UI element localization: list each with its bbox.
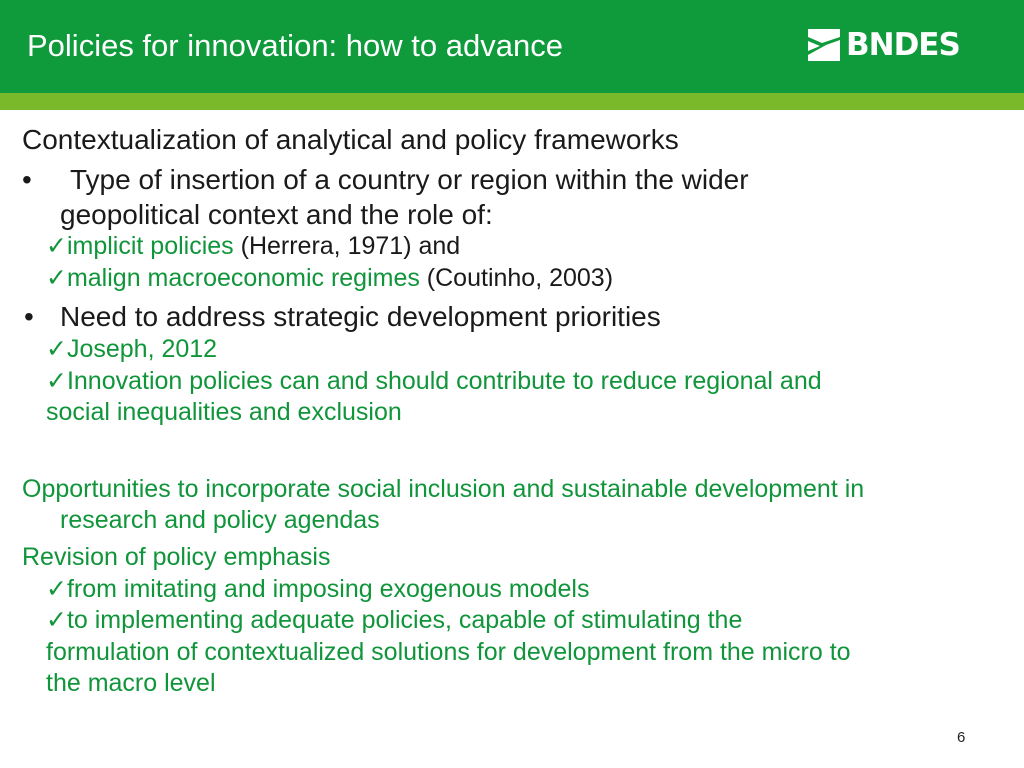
bullet-1 [22, 164, 32, 196]
opportunities-line-2: research and policy agendas [60, 506, 380, 534]
bullet-1-line-2: geopolitical context and the role of: [60, 199, 493, 230]
sub-item-imitating: ✓from imitating and imposing exogenous models [46, 574, 590, 603]
sub-item-macro-regimes [46, 264, 613, 293]
sub-item-implementing: ✓to implementing adequate policies, capable of stimulating the [46, 605, 743, 634]
bullet-2 [24, 301, 34, 333]
bullet-1-line-1: Type of insertion of a country or region within the wider [70, 164, 749, 195]
sub-item-implicit-policies [46, 232, 460, 261]
page-number: 6 [957, 729, 966, 746]
check-icon: ✓ [46, 334, 67, 363]
sub-item-innovation-policies: ✓Innovation policies can and should contribute to reduce regional and [46, 366, 822, 395]
sub-item-joseph: ✓Joseph, 2012 [46, 334, 218, 363]
check-icon: ✓ [46, 263, 67, 292]
revision-heading: Revision of policy emphasis [22, 543, 331, 571]
sub-item-citation: (Herrera, 1971) and [233, 232, 461, 260]
check-icon: ✓ [46, 366, 67, 395]
bullet-glyph: • [22, 164, 32, 195]
sub-item-implementing-cont-2: the macro level [46, 669, 216, 697]
sub-item-highlight: implicit policies [66, 232, 234, 260]
sub-item-citation: (Coutinho, 2003) [419, 264, 614, 292]
bullet-glyph: • [24, 301, 34, 332]
check-icon: ✓ [46, 605, 67, 634]
opportunities-line-1: Opportunities to incorporate social inclusion and sustainable development in [22, 475, 865, 503]
bullet-2-text: Need to address strategic development priorities [60, 301, 661, 332]
section-heading: Contextualization of analytical and policy frameworks [22, 124, 679, 155]
check-icon: ✓ [46, 574, 67, 603]
logo-text: BNDES [846, 27, 960, 63]
sub-item-innovation-policies-cont: social inequalities and exclusion [46, 398, 402, 426]
slide-title: Policies for innovation: how to advance [27, 28, 563, 63]
check-icon: ✓ [46, 231, 67, 260]
sub-item-implementing-cont-1: formulation of contextualized solutions for development from the micro to [46, 638, 851, 666]
sub-item-highlight: malign macroeconomic regimes [66, 264, 420, 292]
